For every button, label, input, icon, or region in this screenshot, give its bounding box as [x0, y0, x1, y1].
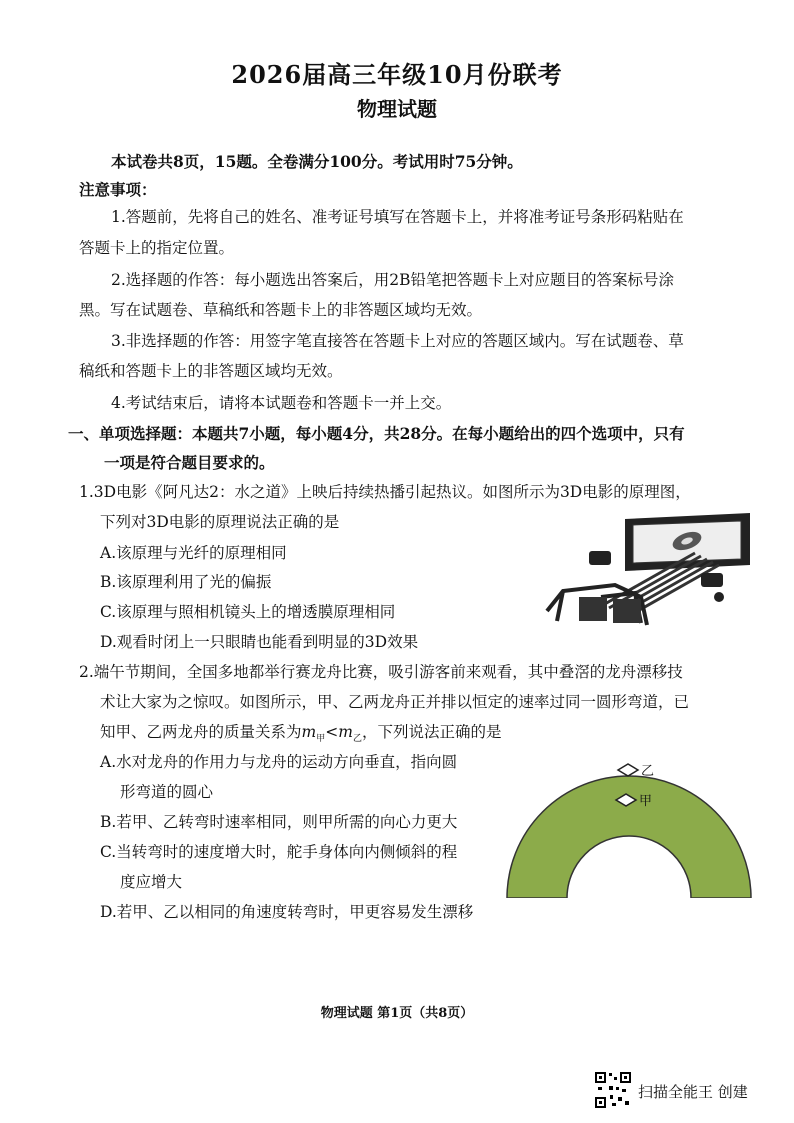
q2-option-a-line1: A.水对龙舟的作用力与龙舟的运动方向垂直，指向圆 — [100, 753, 458, 771]
label-yi: 乙 — [641, 764, 655, 779]
right-projector — [701, 573, 723, 587]
q2-option-d: D.若甲、乙以相同的角速度转弯时，甲更容易发生漂移 — [100, 903, 474, 921]
notice-item-4: 4.考试结束后，请将本试题卷和答题卡一并上交。 — [111, 394, 452, 412]
notice-item-3b: 稿纸和答题卡上的非答题区域均无效。 — [79, 362, 343, 380]
page-subtitle: 物理试题 — [357, 97, 437, 121]
q2-stem-line3 — [100, 722, 501, 749]
left-projector — [589, 551, 611, 565]
q2-stem-line3-pre: 知甲、乙两龙舟的质量关系为 — [100, 723, 302, 741]
q1-option-b: B.该原理利用了光的偏振 — [100, 573, 272, 591]
boat-yi-marker — [618, 764, 638, 776]
q2-stem-line1: 2.端午节期间，全国多地都举行赛龙舟比赛，吸引游客前来观看，其中叠滘的龙舟漂移技 — [79, 663, 683, 681]
q1-option-d: D.观看时闭上一只眼睛也能看到明显的3D效果 — [100, 633, 419, 651]
page-footer: 物理试题 第1页（共8页） — [320, 1006, 474, 1021]
notice-heading: 注意事项： — [79, 180, 157, 199]
mass-sub-jia: 甲 — [316, 734, 326, 745]
label-jia: 甲 — [639, 794, 653, 809]
notice-item-1a: 1.答题前，先将自己的姓名、准考证号填写在答题卡上，并将准考证号条形码粘贴在 — [111, 208, 684, 226]
exam-intro: 本试卷共8页，15题。全卷满分100分。考试用时75分钟。 — [111, 152, 523, 171]
q2-option-a-line2: 形弯道的圆心 — [120, 783, 214, 801]
track-shape — [507, 776, 751, 898]
notice-item-3a: 3.非选择题的作答：用签字笔直接答在答题卡上对应的答题区域内。写在试题卷、草 — [111, 332, 684, 350]
q1-option-c: C.该原理与照相机镜头上的增透膜原理相同 — [100, 603, 396, 621]
q2-stem-line3-post: ，下列说法正确的是 — [361, 723, 502, 741]
notice-item-1b: 答题卡上的指定位置。 — [79, 239, 235, 257]
mass-symbol-jia: m — [301, 723, 317, 741]
curved-track-figure — [505, 748, 753, 898]
mass-symbol-yi: m — [338, 723, 353, 741]
less-than-sign: < — [325, 723, 339, 741]
notice-item-2b: 黑。写在试题卷、草稿纸和答题卡上的非答题区域均无效。 — [79, 301, 483, 319]
q2-option-c-line2: 度应增大 — [120, 873, 183, 891]
q1-stem-line1: 1.3D电影《阿凡达2：水之道》上映后持续热播引起热议。如图所示为3D电影的原理图， — [79, 483, 691, 501]
q2-option-c-line1: C.当转弯时的速度增大时，舵手身体向内侧倾斜的程 — [100, 843, 458, 861]
page-title: 2026届高三年级10月份联考 — [231, 60, 563, 89]
scanner-watermark: 扫描全能王 创建 — [638, 1083, 748, 1101]
mass-sub-yi: 乙 — [352, 734, 362, 745]
q1-option-a: A.该原理与光纤的原理相同 — [100, 544, 287, 562]
notice-item-2a: 2.选择题的作答：每小题选出答案后，用2B铅笔把答题卡上对应题目的答案标号涂 — [111, 271, 675, 289]
q1-stem-line2: 下列对3D电影的原理说法正确的是 — [100, 513, 340, 531]
3d-projection-figure — [545, 513, 755, 638]
q2-stem-line2: 术让大家为之惊叹。如图所示，甲、乙两龙舟正并排以恒定的速率过同一圆形弯道，已 — [100, 693, 690, 711]
section-heading-line2: 一项是符合题目要求的。 — [104, 453, 275, 472]
qr-code-icon — [594, 1071, 632, 1109]
section-heading-line1: 一、单项选择题：本题共7小题，每小题4分，共28分。在每小题给出的四个选项中，只有 — [68, 424, 685, 443]
q2-option-b: B.若甲、乙转弯时速率相同，则甲所需的向心力更大 — [100, 813, 458, 831]
